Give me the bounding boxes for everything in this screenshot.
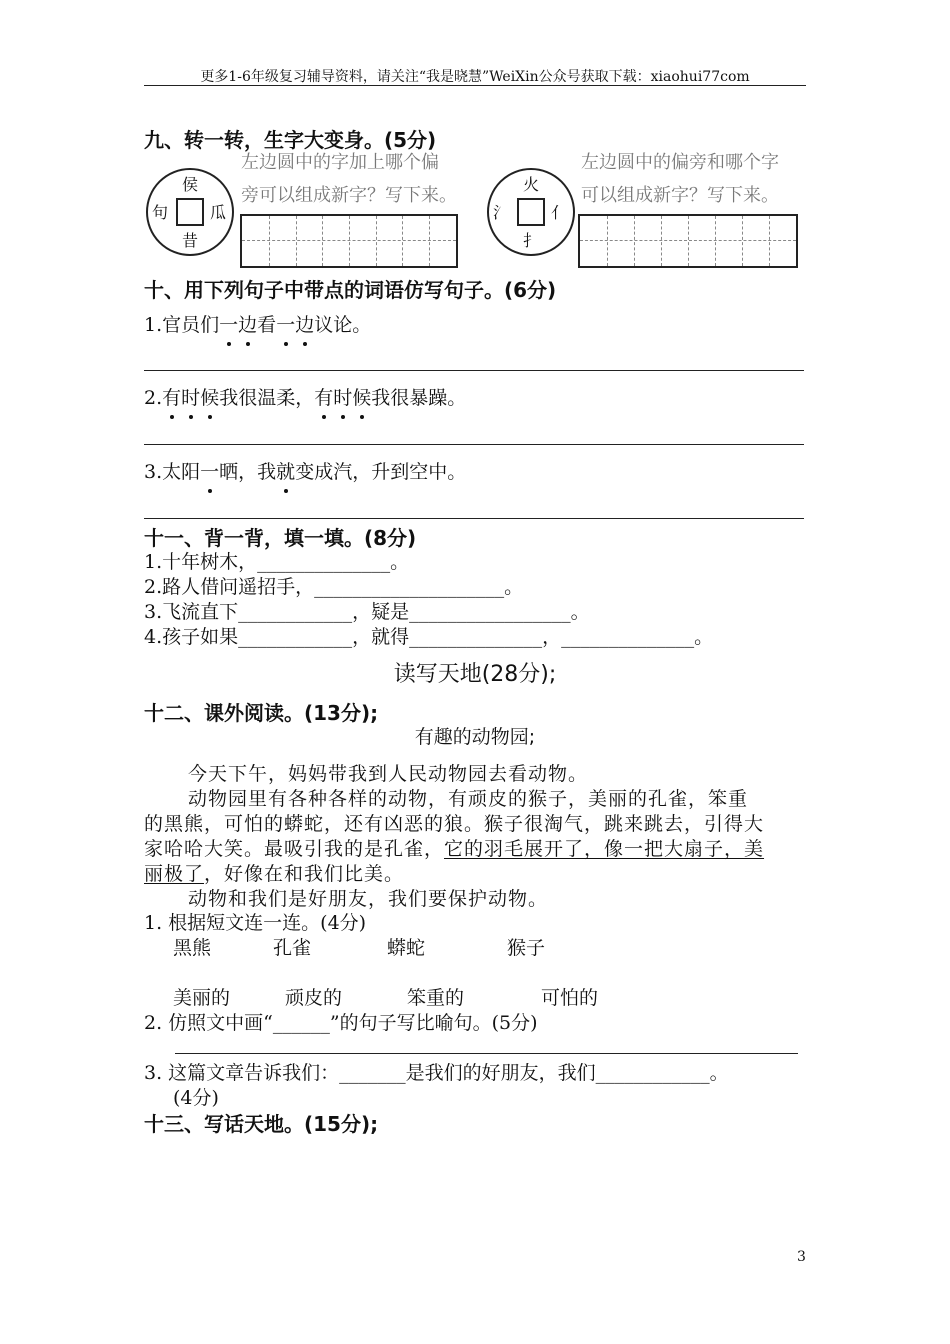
answer-line-q2[interactable] [175, 1053, 798, 1054]
question-3: 3. 这篇文章告诉我们：_______是我们的好朋友，我们____________。 [144, 1062, 729, 1084]
wheel-char-left: 句 [151, 203, 168, 222]
recite-line-2: 2.路人借问遥招手，____________________。 [144, 576, 524, 598]
recite-line-4: 4.孩子如果____________，就得______________，______________。 [144, 626, 714, 648]
wheel-char-top: 侯 [181, 175, 198, 194]
writing-grid-1[interactable] [240, 214, 458, 268]
writing-grid-2[interactable] [578, 214, 798, 268]
page-header: 更多1-6年级复习辅导资料，请关注“我是晓慧”WeiXin公众号获取下载：xiaohui77com [200, 69, 750, 85]
question-2: 2. 仿照文中画“______”的句子写比喻句。(5分) [144, 1012, 538, 1034]
story-title: 有趣的动物园; [414, 726, 536, 748]
story-paragraph-2-line-4: 丽极了，好像在和我们比美。 [144, 863, 405, 885]
instruction-1-line-1: 左边圆中的字加上哪个偏 [241, 152, 439, 173]
center-box [517, 198, 545, 226]
instruction-1-line-2: 旁可以组成新字？写下来。 [241, 185, 457, 206]
adjective-meili[interactable]: 美丽的 [173, 987, 231, 1009]
recite-line-3: 3.飞流直下____________，疑是_________________。 [144, 601, 590, 623]
animal-mangshe[interactable]: 蟒蛇 [387, 937, 426, 959]
sentence-3: 3.太阳一晒，我就变成汽，升到空中。 [144, 457, 466, 484]
sentence-2: 2.有时候我很温柔，有时候我很暴躁。 [144, 383, 466, 410]
reading-writing-heading: 读写天地(28分); [393, 662, 557, 687]
section-13-title: 十三、写话天地。(15分); [144, 1112, 379, 1136]
question-3-points: (4分) [173, 1087, 219, 1109]
section-11-title: 十一、背一背，填一填。(8分) [144, 526, 417, 550]
instruction-2-line-2: 可以组成新字？写下来。 [581, 185, 779, 206]
wheel-char-bottom: 扌 [522, 231, 539, 250]
answer-line-2[interactable] [144, 444, 804, 445]
animal-heixiong[interactable]: 黑熊 [173, 937, 212, 959]
section-12-title: 十二、课外阅读。(13分); [144, 701, 379, 725]
story-paragraph-1: 今天下午，妈妈带我到人民动物园去看动物。 [188, 763, 589, 785]
wheel-char-left: 氵 [492, 203, 509, 222]
section-9-title: 九、转一转，生字大变身。(5分) [144, 128, 437, 152]
recite-line-1: 1.十年树木，______________。 [144, 551, 410, 573]
adjective-benzhong[interactable]: 笨重的 [407, 987, 465, 1009]
instruction-2-line-1: 左边圆中的偏旁和哪个字 [581, 152, 779, 173]
wheel-char-top: 火 [522, 175, 539, 194]
header-divider [144, 85, 806, 86]
wheel-char-right: 瓜 [209, 203, 226, 222]
character-wheel-1 [146, 168, 234, 256]
character-wheel-2 [487, 168, 575, 256]
story-paragraph-2-line-1: 动物园里有各种各样的动物，有顽皮的猴子，美丽的孔雀，笨重 [188, 788, 749, 810]
adjective-kepa[interactable]: 可怕的 [541, 987, 599, 1009]
question-1: 1. 根据短文连一连。(4分) [144, 912, 367, 934]
section-10-title: 十、用下列句子中带点的词语仿写句子。(6分) [144, 278, 557, 302]
wheel-char-right: 亻 [550, 203, 567, 222]
story-paragraph-3: 动物和我们是好朋友，我们要保护动物。 [188, 888, 549, 910]
animal-kongque[interactable]: 孔雀 [273, 937, 312, 959]
story-paragraph-2-line-2: 的黑熊，可怕的蟒蛇，还有凶恶的狼。猴子很淘气，跳来跳去，引得大 [144, 813, 765, 835]
answer-line-1[interactable] [144, 370, 804, 371]
adjective-wanpi[interactable]: 顽皮的 [285, 987, 343, 1009]
story-paragraph-2-line-3: 家哈哈大笑。最吸引我的是孔雀，它的羽毛展开了，像一把大扇子，美 [144, 838, 765, 860]
animal-houzi[interactable]: 猴子 [507, 937, 546, 959]
center-box [176, 198, 204, 226]
wheel-char-bottom: 昔 [181, 231, 198, 250]
answer-line-3[interactable] [144, 518, 804, 519]
page-number: 3 [797, 1249, 806, 1265]
sentence-1: 1.官员们一边看一边议论。 [144, 310, 371, 337]
